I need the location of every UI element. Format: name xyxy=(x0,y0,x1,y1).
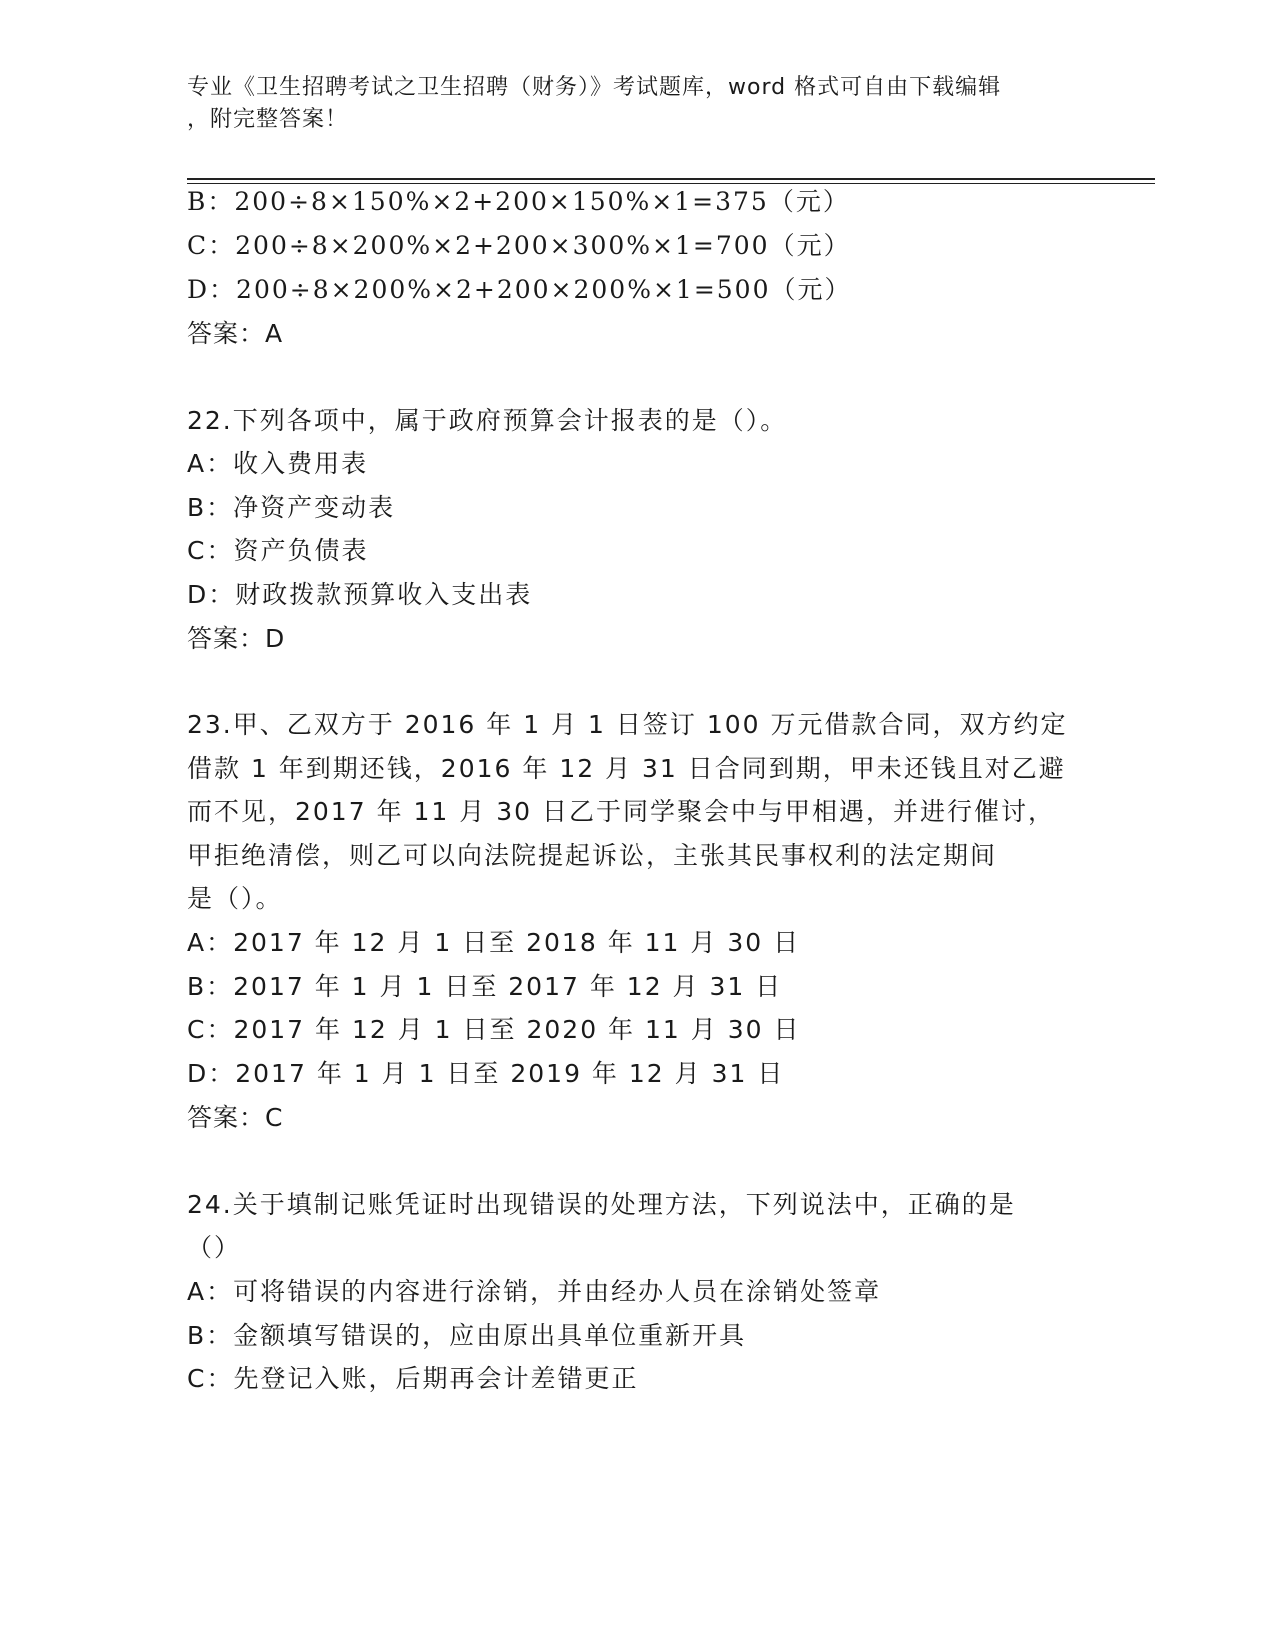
q23-stem-line-1: 23.甲、乙双方于 2016 年 1 月 1 日签订 100 万元借款合同，双方约定 xyxy=(187,710,1068,739)
q22-answer: 答案：D xyxy=(187,624,286,653)
q23-answer: 答案：C xyxy=(187,1103,284,1132)
q23-option-a: A：2017 年 12 月 1 日至 2018 年 11 月 30 日 xyxy=(187,928,801,957)
header-line-1: 专业《卫生招聘考试之卫生招聘（财务）》考试题库，word 格式可自由下载编辑 xyxy=(187,75,1002,100)
q21-answer: 答案：A xyxy=(187,319,284,348)
q22-option-c: C：资产负债表 xyxy=(187,536,369,565)
q24-stem-line-1: 24.关于填制记账凭证时出现错误的处理方法，下列说法中，正确的是 xyxy=(187,1190,1016,1219)
q22-option-d: D：财政拨款预算收入支出表 xyxy=(187,580,533,609)
q22-stem: 22.下列各项中，属于政府预算会计报表的是（）。 xyxy=(187,406,788,435)
header-divider-thick xyxy=(187,178,1155,180)
q23-stem-line-4: 甲拒绝清偿，则乙可以向法院提起诉讼，主张其民事权利的法定期间 xyxy=(187,841,998,870)
q24-option-c: C：先登记入账，后期再会计差错更正 xyxy=(187,1364,639,1393)
q23-option-d: D：2017 年 1 月 1 日至 2019 年 12 月 31 日 xyxy=(187,1059,785,1088)
q23-option-b: B：2017 年 1 月 1 日至 2017 年 12 月 31 日 xyxy=(187,972,783,1001)
q23-stem-line-3: 而不见，2017 年 11 月 30 日乙于同学聚会中与甲相遇，并进行催讨， xyxy=(187,797,1055,826)
header-divider-thin xyxy=(187,183,1155,184)
q23-option-c: C：2017 年 12 月 1 日至 2020 年 11 月 30 日 xyxy=(187,1015,801,1044)
q23-stem-line-2: 借款 1 年到期还钱，2016 年 12 月 31 日合同到期，甲未还钱且对乙避 xyxy=(187,754,1066,783)
q21-option-c: C：200÷8×200%×2+200×300%×1=700（元） xyxy=(187,231,851,260)
document-header xyxy=(187,72,1067,136)
q24-stem-line-2: （） xyxy=(187,1233,242,1262)
q22-option-a: A：收入费用表 xyxy=(187,449,369,478)
q23-stem-line-5: 是（）。 xyxy=(187,884,283,913)
q24-option-b: B：金额填写错误的，应由原出具单位重新开具 xyxy=(187,1321,747,1350)
q21-option-b: B：200÷8×150%×2+200×150%×1=375（元） xyxy=(187,187,850,216)
header-line-2: ，附完整答案！ xyxy=(187,107,349,132)
q21-option-d: D：200÷8×200%×2+200×200%×1=500（元） xyxy=(187,275,852,304)
q24-option-a: A：可将错误的内容进行涂销，并由经办人员在涂销处签章 xyxy=(187,1277,882,1306)
q22-option-b: B：净资产变动表 xyxy=(187,493,396,522)
